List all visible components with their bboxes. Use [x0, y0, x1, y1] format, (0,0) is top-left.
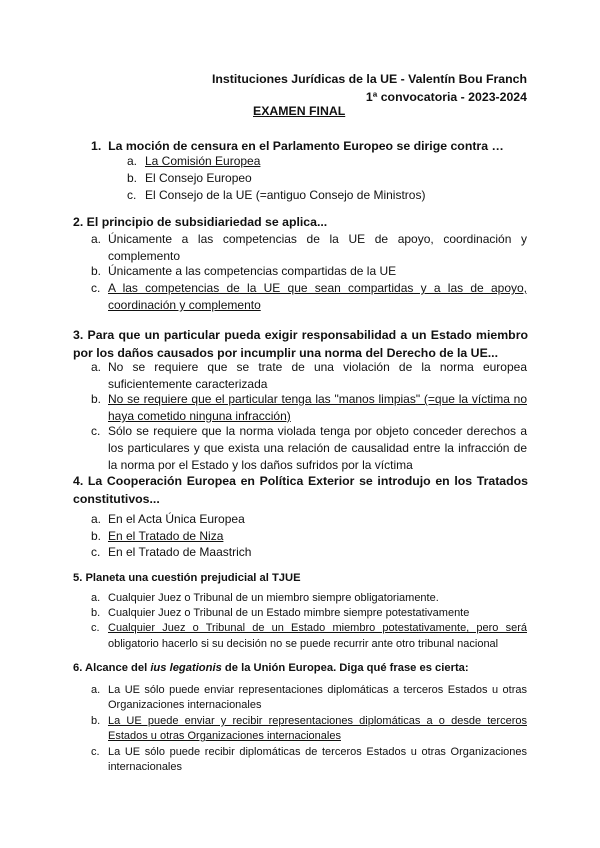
option-text: Cualquier Juez o Tribunal de un Estado miembro potestativamente, pero será	[108, 622, 527, 634]
option-letter: b.	[91, 529, 102, 543]
option-text: Sólo se requiere que la norma violada tenga por objeto conceder derechos a los particulares y que exista una relación de causalidad entre la infracción de la norma por el Estado y los daños sufridos por la víctima	[108, 424, 527, 472]
option-text: Cualquier Juez o Tribunal de un miembro siempre obligatoriamente.	[108, 592, 439, 604]
option-text-continued: obligatorio hacerlo si su decisión no se puede recurrir ante otro tribunal nacional	[108, 638, 499, 650]
option-text: A las competencias de la UE que sean compartidas y a las de apoyo, coordinación y complemento	[108, 281, 527, 312]
option-letter: b.	[91, 392, 102, 406]
option-letter: b.	[91, 264, 102, 278]
question-term-italic: ius legationis	[150, 662, 222, 674]
question-3-option-c	[91, 423, 527, 474]
question-2: 2. El principio de subsidiariedad se aplica...	[73, 215, 328, 229]
option-text: El Consejo Europeo	[145, 171, 252, 185]
option-letter: a.	[91, 360, 102, 374]
question-6-option-a	[91, 683, 527, 713]
question-2-option-b	[91, 263, 527, 280]
question-4-option-c	[91, 544, 527, 561]
header-course: Instituciones Jurídicas de la UE - Valentín Bou Franch	[211, 72, 527, 86]
question-5-option-c-continuation	[91, 637, 527, 652]
question-6	[73, 659, 528, 677]
question-5-option-b	[91, 606, 527, 621]
question-5-option-c	[91, 621, 527, 636]
option-letter: c.	[91, 281, 101, 295]
option-letter: c.	[127, 188, 137, 202]
question-3-option-a	[91, 359, 527, 393]
question-text-start: 6. Alcance del	[73, 662, 151, 674]
option-text: En el Acta Única Europea	[108, 512, 245, 526]
option-text: El Consejo de la UE (=antiguo Consejo de Ministros)	[145, 188, 426, 202]
option-letter: a.	[91, 684, 101, 696]
option-letter: c.	[91, 746, 100, 758]
header-session: 1ª convocatoria - 2023-2024	[365, 90, 527, 104]
option-text: No se requiere que se trate de una violación de la norma europea suficientemente caracterizada	[108, 360, 527, 391]
question-6-option-b	[91, 714, 527, 744]
option-letter: b.	[91, 715, 101, 727]
option-letter: a.	[91, 232, 102, 246]
question-4-option-a	[91, 511, 527, 528]
option-letter: a.	[127, 154, 138, 168]
option-text: Únicamente a las competencias compartidas de la UE	[108, 264, 397, 278]
question-5: 5. Planeta una cuestión prejudicial al TJUE	[73, 572, 301, 584]
question-3-option-b	[91, 391, 527, 425]
question-text-end: de la Unión Europea. Diga qué frase es cierta:	[221, 662, 469, 674]
question-1-option-c	[127, 187, 517, 204]
option-text: La UE sólo puede enviar representaciones diplomáticas a terceros Estados u otras Organizaciones internacionales	[108, 684, 527, 711]
question-5-option-a	[91, 591, 527, 606]
option-text: Cualquier Juez o Tribunal de un Estado mimbre siempre potestativamente	[108, 607, 470, 619]
option-text: Únicamente a las competencias de la UE de apoyo, coordinación y complemento	[108, 232, 527, 263]
option-text: En el Tratado de Maastrich	[108, 545, 252, 559]
question-4: 4. La Cooperación Europea en Política Exterior se introdujo en los Tratados constitutivos...	[73, 474, 528, 506]
option-letter: a.	[91, 512, 102, 526]
option-letter: c.	[91, 622, 100, 634]
question-number: 1.	[91, 139, 102, 153]
option-letter: c.	[91, 424, 101, 438]
option-text: La UE sólo puede recibir diplomáticas de terceros Estados u otras Organizaciones internacionales	[108, 746, 527, 773]
option-letter: c.	[91, 545, 101, 559]
question-2-option-a	[91, 231, 527, 265]
question-text: La moción de censura en el Parlamento Europeo se dirige contra …	[108, 139, 504, 153]
option-letter: a.	[91, 592, 101, 604]
option-text: En el Tratado de Niza	[108, 529, 224, 543]
option-text: No se requiere que el particular tenga las "manos limpias" (=que la víctima no haya cometido ninguna infracción)	[108, 392, 527, 423]
question-4-option-b	[91, 528, 527, 545]
option-text: La Comisión Europea	[145, 154, 261, 168]
question-1-option-b	[127, 170, 517, 187]
question-2-option-c	[91, 280, 527, 314]
exam-title: EXAMEN FINAL	[253, 104, 346, 118]
question-6-option-c	[91, 745, 527, 775]
question-1-option-a	[127, 153, 517, 170]
option-letter: b.	[91, 607, 101, 619]
option-text: La UE puede enviar y recibir representaciones diplomáticas a o desde terceros Estados u otras Organizaciones internacionales	[108, 715, 527, 742]
question-3: 3. Para que un particular pueda exigir responsabilidad a un Estado miembro por los daños causados por incumplir una norma del Derecho de la UE...	[73, 328, 528, 360]
option-letter: b.	[127, 171, 138, 185]
